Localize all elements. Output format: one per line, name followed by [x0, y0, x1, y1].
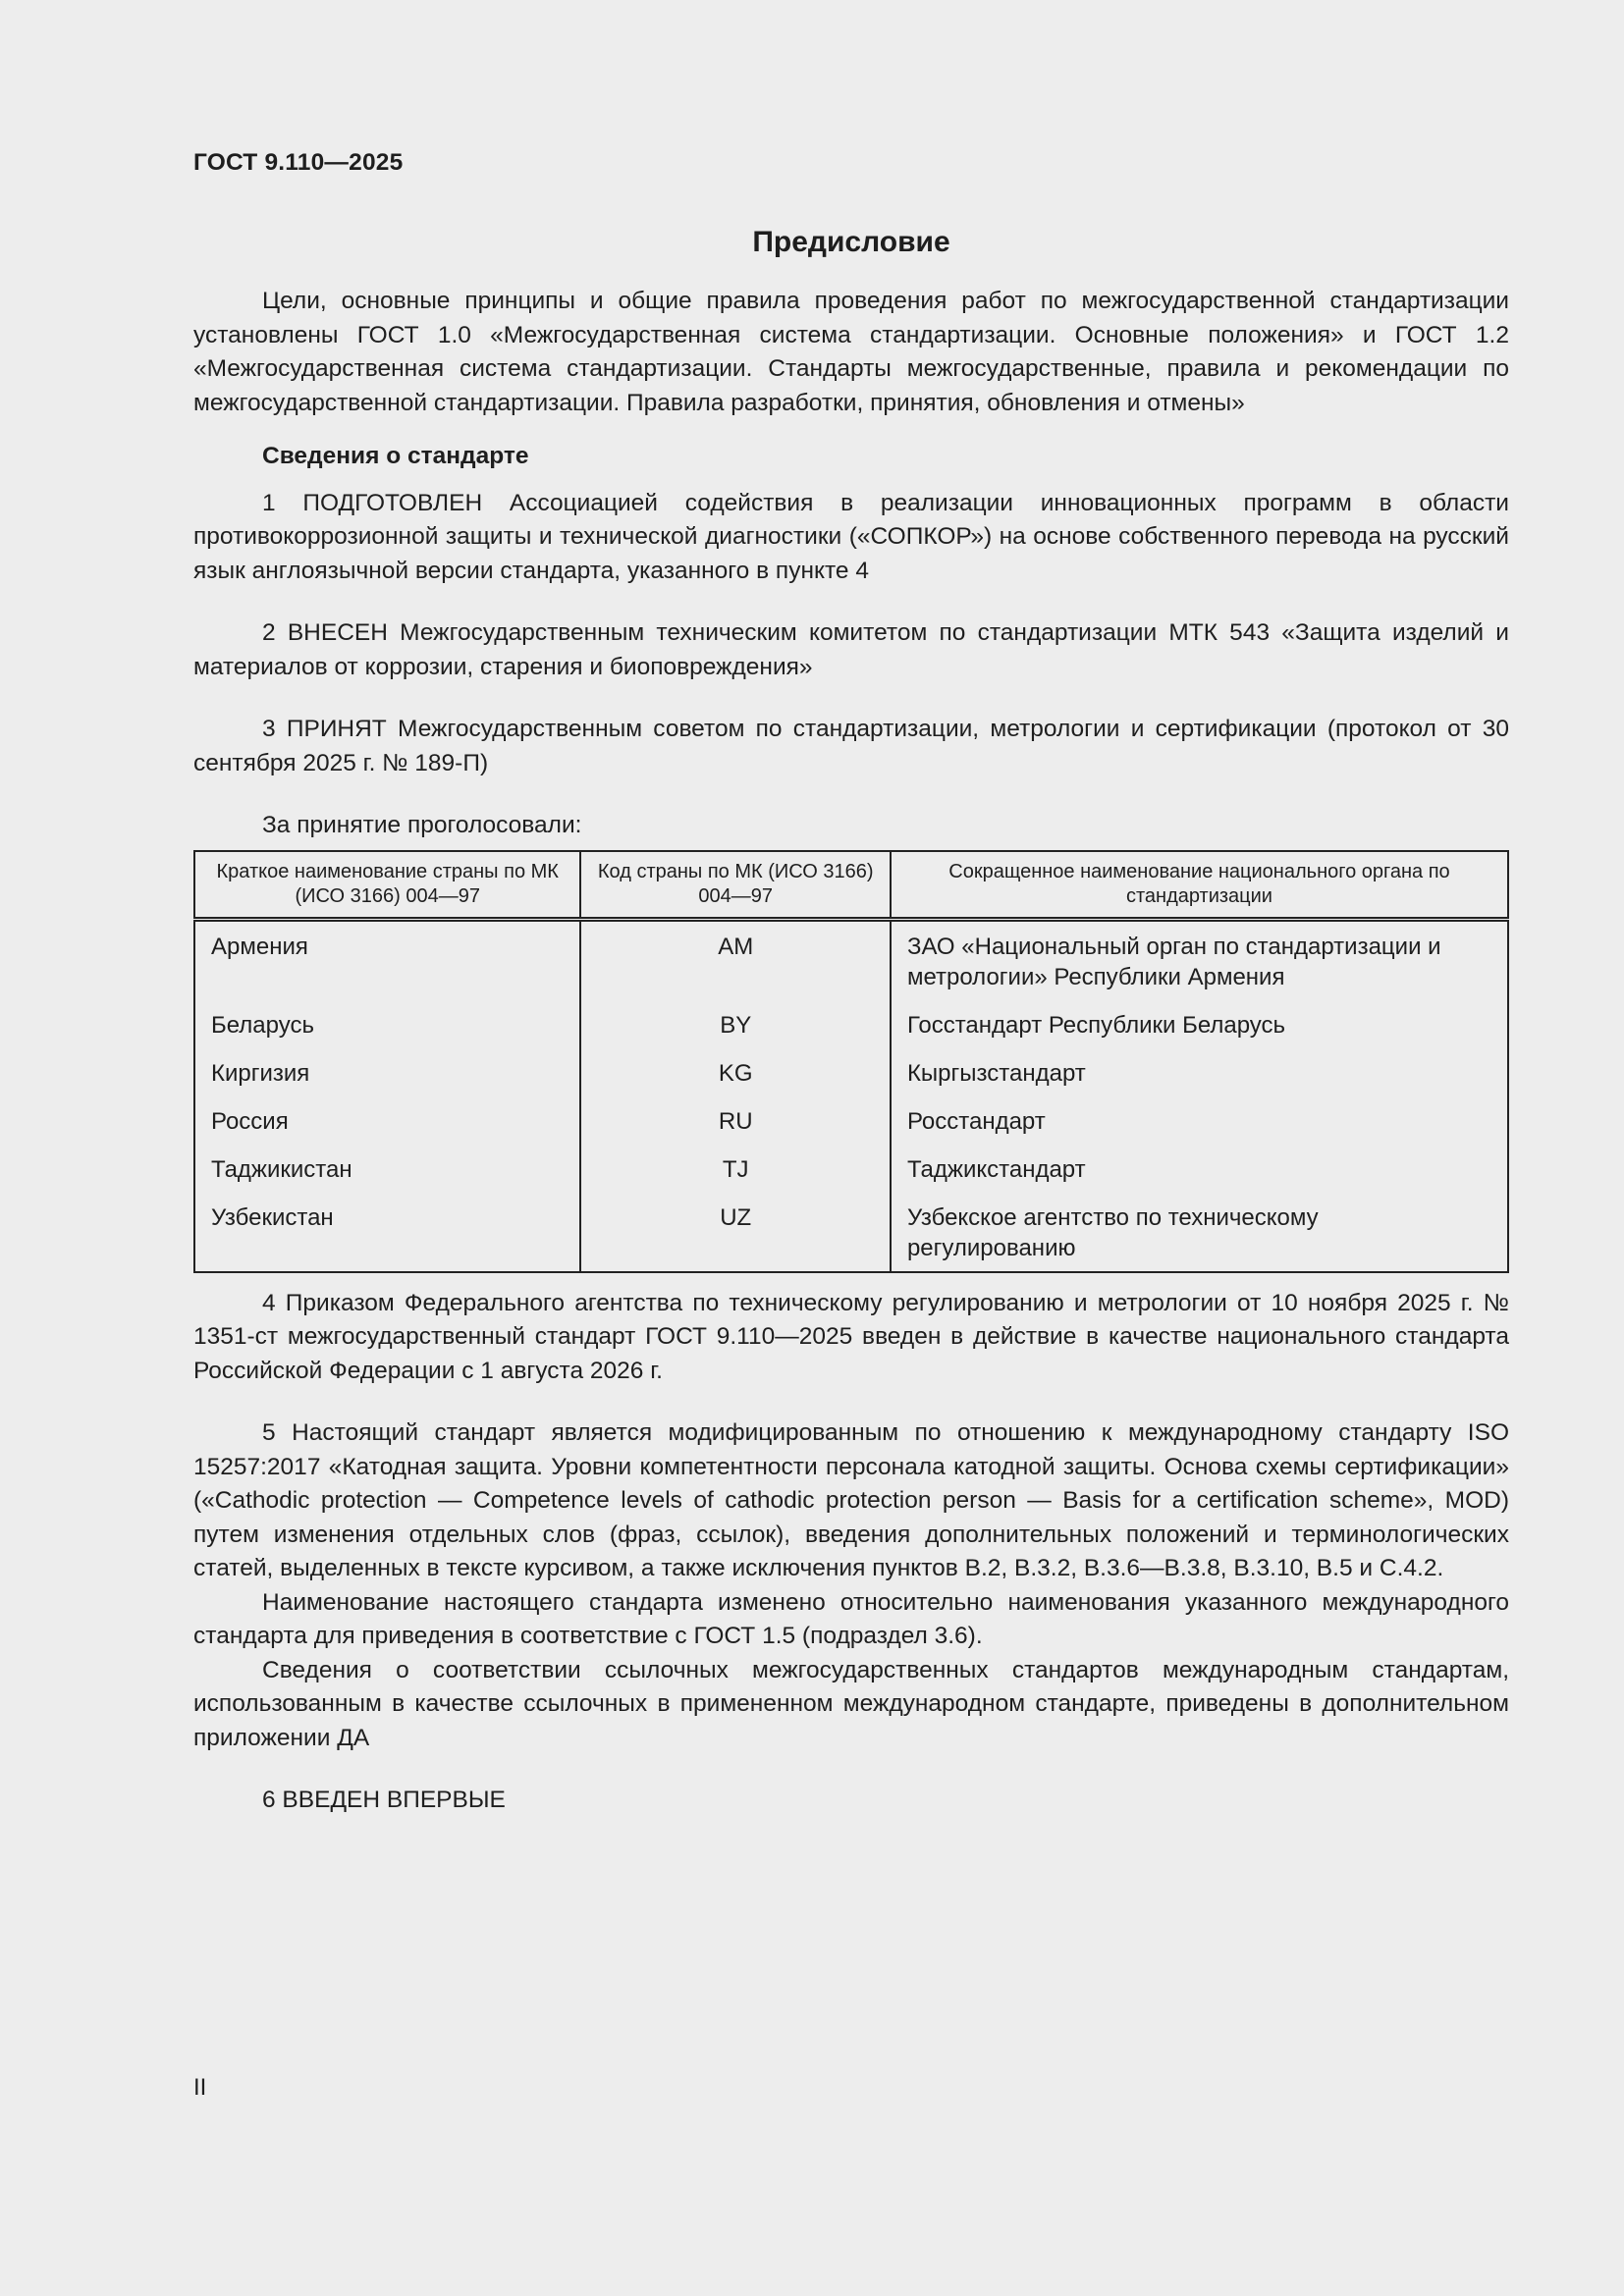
cell-country: Россия	[194, 1089, 580, 1137]
item-introduced: 2 ВНЕСЕН Межгосударственным техническим комитетом по стандартизации МТК 543 «Защита изделий и материалов от коррозии, старения и биоповреждения»	[193, 619, 1509, 680]
voting-table	[193, 850, 1509, 1273]
cell-country: Таджикистан	[194, 1137, 580, 1185]
cell-code: BY	[580, 992, 890, 1041]
table-row	[194, 919, 1508, 992]
cell-body: Таджикстандарт	[891, 1137, 1508, 1185]
table-row	[194, 1089, 1508, 1137]
cell-body: Госстандарт Республики Беларусь	[891, 992, 1508, 1041]
cell-code: AM	[580, 919, 890, 992]
info-heading: Сведения о стандарте	[262, 443, 529, 469]
item-prepared: 1 ПОДГОТОВЛЕН Ассоциацией содействия в реализации инновационных программ в области противокоррозионной защиты и технической диагностики («СОПКОР») на основе собственного перевода на русский язык англоязычной версии стандарта, указанного в пункте 4	[193, 489, 1509, 584]
item-adopted: 3 ПРИНЯТ Межгосударственным советом по стандартизации, метрологии и сертификации (протокол от 30 сентября 2025 г. № 189-П)	[193, 716, 1509, 776]
cell-country: Киргизия	[194, 1041, 580, 1089]
cell-country: Узбекистан	[194, 1185, 580, 1272]
item-order: 4 Приказом Федерального агентства по техническому регулированию и метрологии от 10 ноября 2025 г. № 1351-ст межгосударственный стандарт ГОСТ 9.110—2025 введен в действие в качестве национального стандарта Российской Федерации с 1 августа 2026 г.	[193, 1289, 1509, 1384]
cell-body: Кыргызстандарт	[891, 1041, 1508, 1089]
table-row	[194, 992, 1508, 1041]
table-row	[194, 1185, 1508, 1272]
cell-body: Росстандарт	[891, 1089, 1508, 1137]
header-body: Сокращенное наименование национального органа по стандартизации	[891, 851, 1508, 920]
cell-country: Армения	[194, 919, 580, 992]
table-header-row	[194, 851, 1508, 920]
cell-code: TJ	[580, 1137, 890, 1185]
item-name-change: Наименование настоящего стандарта изменено относительно наименования указанного международного стандарта для приведения в соответствие с ГОСТ 1.5 (подраздел 3.6).	[193, 1588, 1509, 1649]
header-country: Краткое наименование страны по МК (ИСО 3166) 004—97	[194, 851, 580, 920]
voted-label: За принятие проголосовали:	[262, 812, 582, 838]
page-number: II	[193, 2074, 207, 2101]
item-references: Сведения о соответствии ссылочных межгосударственных стандартов международным стандартам, использованным в качестве ссылочных в примененном международном стандарте, приведены в дополнительном приложении ДА	[193, 1656, 1509, 1751]
item-first-time: 6 ВВЕДЕН ВПЕРВЫЕ	[262, 1787, 506, 1813]
document-code-header: ГОСТ 9.110—2025	[193, 149, 404, 176]
content-body	[193, 285, 1509, 1818]
cell-code: UZ	[580, 1185, 890, 1272]
page-title: Предисловие	[752, 226, 950, 258]
cell-body: ЗАО «Национальный орган по стандартизации и метрологии» Республики Армения	[891, 919, 1508, 992]
cell-body: Узбекское агентство по техническому регулированию	[891, 1185, 1508, 1272]
table-row	[194, 1041, 1508, 1089]
table-row	[194, 1137, 1508, 1185]
item-modified: 5 Настоящий стандарт является модифицированным по отношению к международному стандарту ISO 15257:2017 «Катодная защита. Уровни компетентности персонала катодной защиты. Основа схемы сертификации» («Cathodic protection — Competence levels of cathodic protection person — Basis for a certification scheme», MOD) путем изменения отдельных слов (фраз, ссылок), введения дополнительных положений и терминологических статей, выделенных в тексте курсивом, а также исключения пунктов В.2, В.3.2, В.3.6—В.3.8, В.3.10, В.5 и С.4.2.	[193, 1419, 1509, 1581]
cell-country: Беларусь	[194, 992, 580, 1041]
cell-code: KG	[580, 1041, 890, 1089]
header-code: Код страны по МК (ИСО 3166) 004—97	[580, 851, 890, 920]
intro-paragraph: Цели, основные принципы и общие правила проведения работ по межгосударственной стандартизации установлены ГОСТ 1.0 «Межгосударственная система стандартизации. Основные положения» и ГОСТ 1.2 «Межгосударственная система стандартизации. Стандарты межгосударственные, правила и рекомендации по межгосударственной стандартизации. Правила разработки, принятия, обновления и отмены»	[193, 288, 1509, 416]
cell-code: RU	[580, 1089, 890, 1137]
